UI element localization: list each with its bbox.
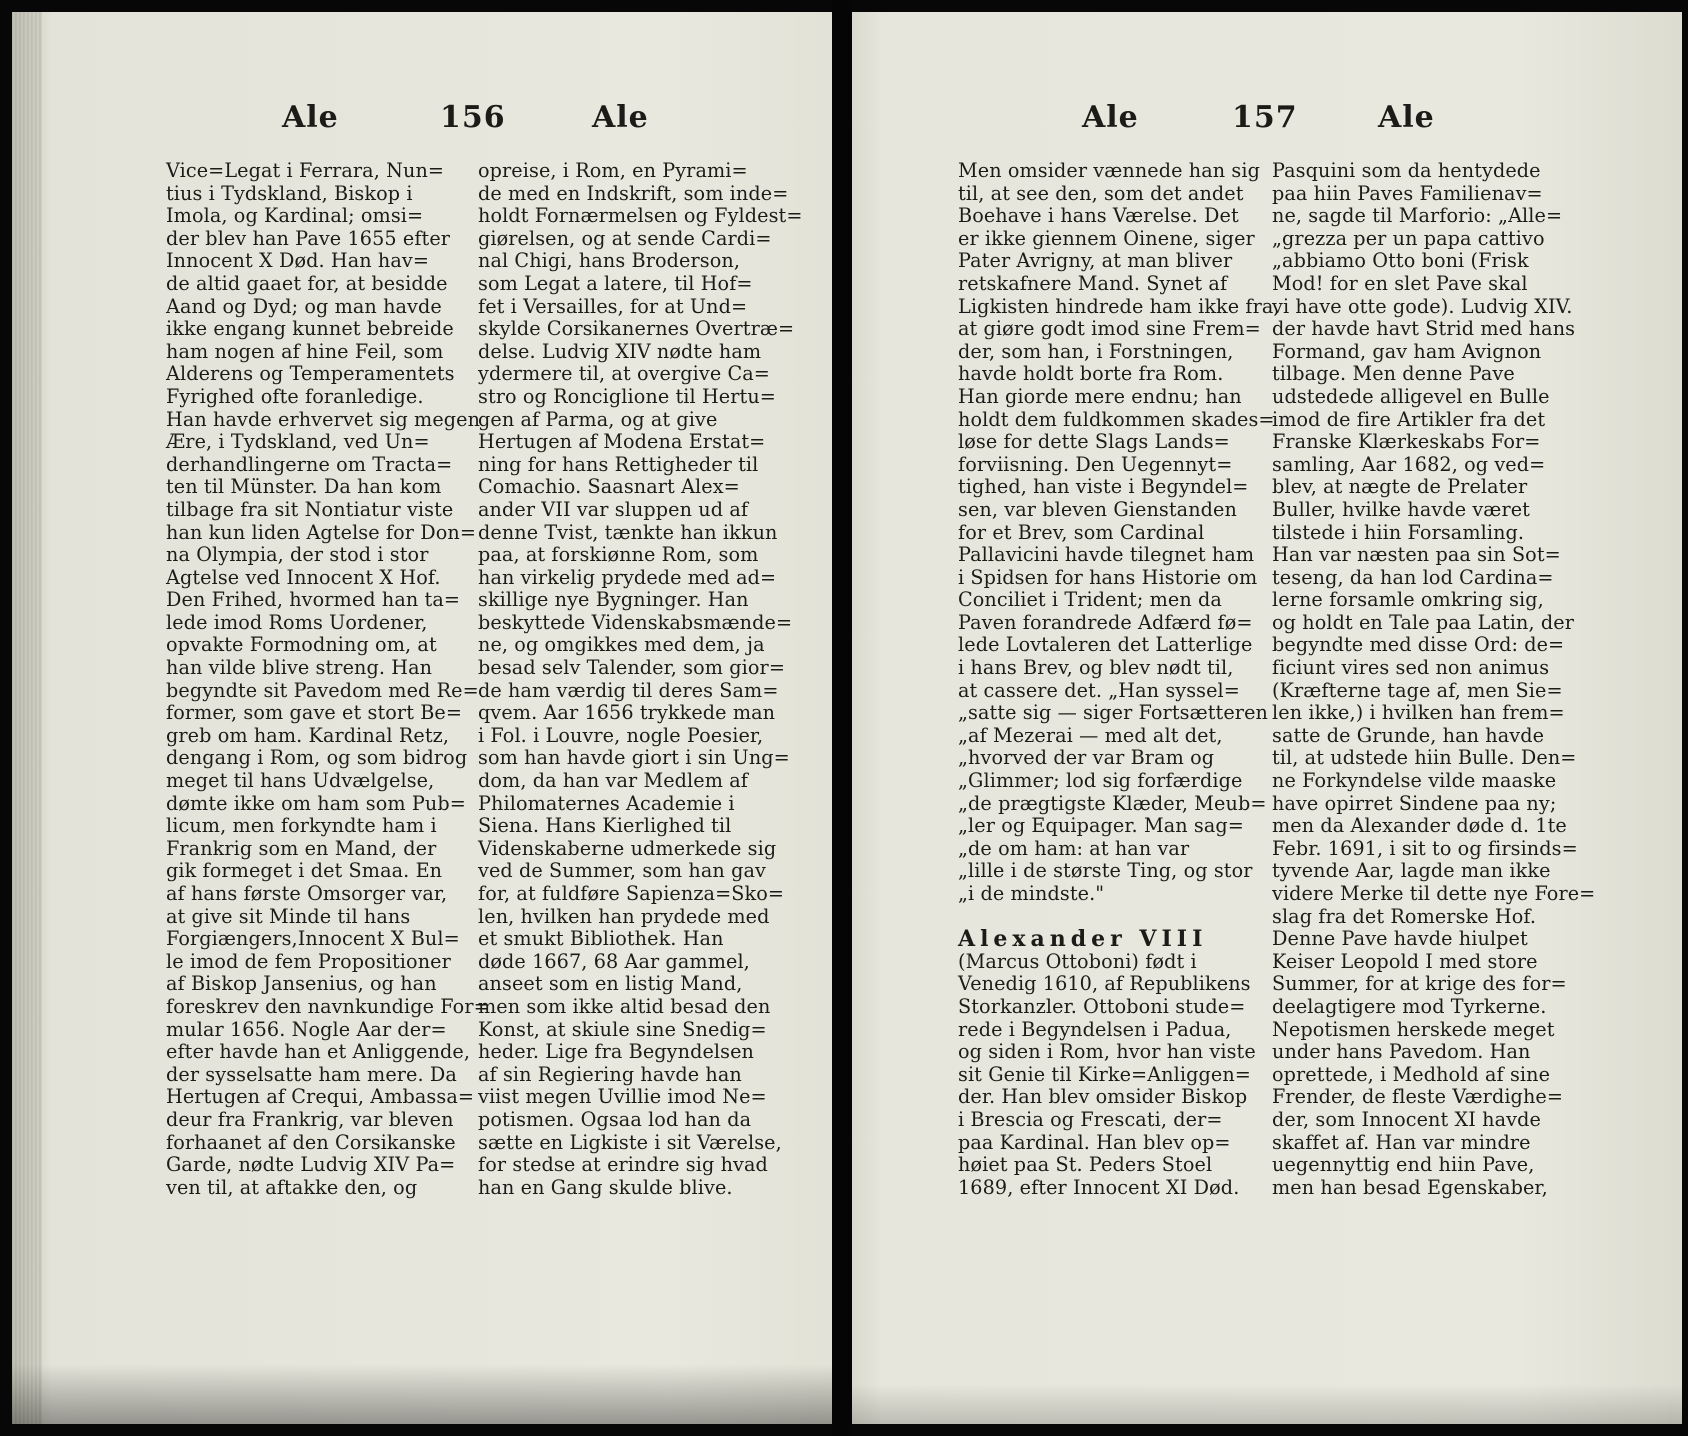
text-line: døde 1667, 68 Aar gammel,	[478, 949, 750, 973]
text-line: Frankrig som en Mand, der	[166, 836, 437, 860]
text-line: gen af Parma, og at give	[478, 407, 718, 431]
text-line: Boehave i hans Værelse. Det	[958, 204, 1239, 228]
text-line: Frender, de fleste Værdighe=	[1272, 1085, 1564, 1109]
text-line: Comachio. Saasnart Alex=	[478, 475, 740, 499]
text-line: som Legat a latere, til Hof=	[478, 271, 753, 295]
text-line: le imod de fem Propositioner	[166, 949, 451, 973]
text-line: at cassere det. „Han syssel=	[958, 678, 1240, 702]
text-line: Forgiængers,Innocent X Bul=	[166, 927, 460, 951]
text-line: deur fra Frankrig, var bleven	[166, 1107, 454, 1131]
text-line: de altid gaaet for, at besidde	[166, 271, 448, 295]
text-line: at giøre godt imod sine Frem=	[958, 317, 1261, 341]
text-line: anseet som en listig Mand,	[478, 972, 743, 996]
text-line: skillige nye Bygninger. Han	[478, 588, 749, 612]
text-line: Den Frihed, hvormed han ta=	[166, 588, 461, 612]
text-line: skylde Corsikanernes Overtræ=	[478, 317, 795, 341]
text-line: beskyttede Videnskabsmænde=	[478, 610, 793, 634]
text-line: videre Merke til dette nye Fore=	[1272, 882, 1596, 905]
text-line: ved de Summer, som han gav	[478, 859, 766, 883]
text-line: der blev han Pave 1655 efter	[166, 226, 451, 250]
text-line: greb om ham. Kardinal Retz,	[166, 723, 450, 747]
text-line: have opirret Sindene paa ny;	[1272, 791, 1557, 815]
text-line: Buller, hvilke havde været	[1272, 497, 1530, 521]
text-line: meget til hans Udvælgelse,	[166, 769, 435, 793]
left-header-word-right: Ale	[592, 100, 649, 135]
text-line: skaffet af. Han var mindre	[1272, 1130, 1531, 1154]
text-line: „lille i de største Ting, og stor	[958, 859, 1253, 883]
text-line: lerne forsamle omkring sig,	[1272, 588, 1544, 612]
text-line: der, som han, i Forstningen,	[958, 339, 1234, 363]
text-line: ham nogen af hine Feil, som	[166, 339, 444, 363]
text-line: derhandlingerne om Tracta=	[166, 452, 453, 476]
text-line: Febr. 1691, i sit to og firsinds=	[1272, 836, 1578, 860]
text-line: mular 1656. Nogle Aar der=	[166, 1017, 447, 1041]
text-line: af sin Regiering havde han	[478, 1062, 742, 1086]
text-line: Garde, nødte Ludvig XIV Pa=	[166, 1153, 456, 1177]
text-line: potismen. Ogsaa lod han da	[478, 1107, 752, 1131]
text-line: retskafnere Mand. Synet af	[958, 271, 1228, 295]
text-line: og siden i Rom, hvor han viste	[958, 1040, 1256, 1064]
right-header-word-right: Ale	[1378, 100, 1435, 135]
text-line: Hertugen af Modena Erstat=	[478, 430, 766, 454]
text-line: sætte en Ligkiste i sit Værelse,	[478, 1130, 782, 1154]
text-line: fet i Versailles, for at Und=	[478, 294, 748, 318]
text-line: Vice=Legat i Ferrara, Nun=	[166, 159, 445, 182]
text-line: lede imod Roms Uordener,	[166, 610, 428, 634]
text-line: Pater Avrigny, at man bliver	[958, 249, 1233, 273]
text-line: denne Tvist, tænkte han ikkun	[478, 520, 778, 544]
text-line: foreskrev den navnkundige For=	[166, 994, 490, 1018]
text-line: de ham værdig til deres Sam=	[478, 678, 779, 702]
text-line: „af Mezerai — med alt det,	[958, 723, 1223, 747]
text-line: der. Han blev omsider Biskop	[958, 1085, 1248, 1109]
text-line: dom, da han var Medlem af	[478, 769, 748, 793]
text-line: tilbage fra sit Nontiatur viste	[166, 497, 454, 521]
text-line: paa Kardinal. Han blev op=	[958, 1130, 1231, 1154]
text-line: besad selv Talender, som gior=	[478, 656, 785, 680]
book-gutter	[832, 0, 852, 1436]
text-line: „hvorved der var Bram og	[958, 746, 1215, 770]
right-page-number: 157	[1232, 100, 1298, 135]
text-line: Hertugen af Crequi, Ambassa=	[166, 1085, 475, 1109]
text-line: Keiser Leopold I med store	[1272, 949, 1538, 973]
text-line: begyndte med disse Ord: de=	[1272, 633, 1565, 657]
text-line: „ler og Equipager. Man sag=	[958, 814, 1244, 838]
text-line: ne, sagde til Marforio: „Alle=	[1272, 204, 1563, 228]
text-line: satte de Grunde, han havde	[1272, 723, 1545, 747]
text-line: efter havde han et Anliggende,	[166, 1040, 471, 1064]
text-line: Men omsider vænnede han sig	[958, 159, 1260, 182]
text-line: Mod! for en slet Pave skal	[1272, 271, 1528, 295]
text-line: Fyrighed ofte foranledige.	[166, 384, 424, 408]
text-line: Conciliet i Trident; men da	[958, 588, 1222, 612]
text-line: ning for hans Rettigheder til	[478, 452, 759, 476]
text-line: Innocent X Død. Han hav=	[166, 249, 430, 273]
text-line: begyndte sit Pavedom med Re=	[166, 678, 479, 702]
text-line: „abbiamo Otto boni (Frisk	[1272, 249, 1529, 273]
text-line: Summer, for at krige des for=	[1272, 972, 1567, 996]
text-line: slag fra det Romerske Hof.	[1272, 904, 1537, 928]
text-line: i Spidsen for hans Historie om	[958, 565, 1258, 589]
text-line: de med en Indskrift, som inde=	[478, 181, 789, 205]
text-line: Konst, at skiule sine Snedig=	[478, 1017, 767, 1041]
text-line: (Marcus Ottoboni) født i	[958, 949, 1197, 973]
entry-heading: Alexander VIII	[958, 926, 1208, 953]
text-line: Philomaternes Academie i	[478, 791, 735, 815]
text-line: i hans Brev, og blev nødt til,	[958, 656, 1234, 680]
text-line: ikke engang kunnet bebreide	[166, 317, 454, 341]
text-line: licum, men forkyndte ham i	[166, 814, 437, 838]
text-line: Paven forandrede Adfærd fø=	[958, 610, 1253, 634]
text-line: løse for dette Slags Lands=	[958, 430, 1230, 454]
text-line: former, som gave et stort Be=	[166, 701, 463, 725]
text-line: Franske Klærkeskabs For=	[1272, 430, 1541, 454]
text-line: sen, var bleven Gienstanden	[958, 497, 1237, 521]
text-line: gik formeget i det Smaa. En	[166, 859, 443, 883]
text-line: han kun liden Agtelse for Don=	[166, 520, 476, 544]
text-line	[958, 906, 1280, 929]
text-line: opvakte Formodning om, at	[166, 633, 437, 657]
text-line: forhaanet af den Corsikanske	[166, 1130, 456, 1154]
text-line: forviisning. Den Uegennyt=	[958, 452, 1233, 476]
text-line: han virkelig prydede med ad=	[478, 565, 777, 589]
text-line: viist megen Uvillie imod Ne=	[478, 1085, 767, 1109]
text-line: under hans Pavedom. Han	[1272, 1040, 1531, 1064]
text-line: og holdt en Tale paa Latin, der	[1272, 610, 1574, 634]
text-line: udstedede alligevel en Bulle	[1272, 384, 1550, 408]
text-line: Alderens og Temperamentets	[166, 362, 455, 386]
text-line: teseng, da han lod Cardina=	[1272, 565, 1554, 589]
text-line: han vilde blive streng. Han	[166, 656, 433, 680]
text-line: i Brescia og Frescati, der=	[958, 1107, 1223, 1131]
text-line: høiet paa St. Peders Stoel	[958, 1153, 1213, 1177]
text-line: qvem. Aar 1656 trykkede man	[478, 701, 776, 725]
text-line: holdt dem fuldkommen skades=	[958, 407, 1275, 431]
text-line: holdt Fornærmelsen og Fyldest=	[478, 204, 803, 228]
text-line: som han havde giort i sin Ung=	[478, 746, 790, 770]
text-line: der havde havt Strid med hans	[1272, 317, 1576, 341]
text-line: tighed, han viste i Begyndel=	[958, 475, 1249, 499]
text-line: len ikke,) i hvilken han frem=	[1272, 701, 1565, 725]
text-line: vi have otte gode). Ludvig XIV.	[1272, 294, 1573, 318]
text-line: nal Chigi, hans Broderson,	[478, 249, 741, 273]
text-line: sit Genie til Kirke=Anliggen=	[958, 1062, 1251, 1086]
text-line: stro og Ronciglione til Hertu=	[478, 384, 776, 408]
text-line: Storkanzler. Ottoboni stude=	[958, 994, 1246, 1018]
text-line: ne, og omgikkes med dem, ja	[478, 633, 765, 657]
text-line: uegennyttig end hiin Pave,	[1272, 1153, 1535, 1177]
text-line: 1689, efter Innocent XI Død.	[958, 1175, 1240, 1199]
left-page-edges	[12, 12, 42, 1424]
text-line: for, at fuldføre Sapienza=Sko=	[478, 882, 785, 905]
text-line: i Fol. i Louvre, nogle Poesier,	[478, 723, 764, 747]
left-page-bottom-shadow	[12, 1364, 832, 1424]
text-line: tilstede i hiin Forsamling.	[1272, 520, 1525, 544]
text-line: Formand, gav ham Avignon	[1272, 339, 1542, 363]
text-line: Han var næsten paa sin Sot=	[1272, 543, 1561, 567]
text-line: tyvende Aar, lagde man ikke	[1272, 859, 1551, 883]
text-line: for et Brev, som Cardinal	[958, 520, 1205, 544]
text-line: „i de mindste."	[958, 882, 1105, 905]
text-line: Imola, og Kardinal; omsi=	[166, 204, 424, 228]
text-line: for stedse at erindre sig hvad	[478, 1153, 768, 1177]
text-line: na Olympia, der stod i stor	[166, 543, 429, 567]
text-line: tius i Tydskland, Biskop i	[166, 181, 413, 205]
text-line: Ligkisten hindrede ham ikke fra,	[958, 294, 1280, 318]
text-line: Denne Pave havde hiulpet	[1272, 927, 1528, 951]
text-line: ven til, at aftakke den, og	[166, 1175, 418, 1199]
text-line: han en Gang skulde blive.	[478, 1175, 733, 1199]
text-line: deelagtigere mod Tyrkerne.	[1272, 994, 1547, 1018]
text-line: „de om ham: at han var	[958, 836, 1190, 860]
text-line: er ikke giennem Oinene, siger	[958, 226, 1255, 250]
text-line: lede Lovtaleren det Latterlige	[958, 633, 1253, 657]
text-line: paa hiin Paves Familienav=	[1272, 181, 1543, 205]
text-line: men han besad Egenskaber,	[1272, 1175, 1548, 1199]
text-line: der sysselsatte ham mere. Da	[166, 1062, 457, 1086]
text-line: giørelsen, og at sende Cardi=	[478, 226, 772, 250]
text-line: samling, Aar 1682, og ved=	[1272, 452, 1546, 476]
text-line: Pasquini som da hentydede	[1272, 159, 1541, 182]
text-line: ydermere til, at overgive Ca=	[478, 362, 770, 386]
text-line: Nepotismen herskede meget	[1272, 1017, 1555, 1041]
text-line: rede i Begyndelsen i Padua,	[958, 1017, 1232, 1041]
left-page-column-1	[166, 160, 490, 1199]
text-line: havde holdt borte fra Rom.	[958, 362, 1224, 386]
text-line: paa, at forskiønne Rom, som	[478, 543, 759, 567]
text-line: et smukt Bibliothek. Han	[478, 927, 724, 951]
text-line: oprettede, i Medhold af sine	[1272, 1062, 1551, 1086]
text-line: „satte sig — siger Fortsætteren	[958, 701, 1268, 725]
text-line: men da Alexander døde d. 1te	[1272, 814, 1567, 838]
text-line: dømte ikke om ham som Pub=	[166, 791, 466, 815]
text-line: blev, at nægte de Prelater	[1272, 475, 1528, 499]
text-line: Han giorde mere endnu; han	[958, 384, 1242, 408]
text-line: Siena. Hans Kierlighed til	[478, 814, 732, 838]
right-page-column-2	[1272, 160, 1595, 1199]
left-header-word-left: Ale	[282, 100, 339, 135]
text-line: at give sit Minde til hans	[166, 904, 411, 928]
text-line: heder. Lige fra Begyndelsen	[478, 1040, 755, 1064]
left-page-column-2	[478, 160, 803, 1199]
text-line: ne Forkyndelse vilde maaske	[1272, 769, 1557, 793]
text-line: Agtelse ved Innocent X Hof.	[166, 565, 441, 589]
text-line: til, at see den, som det andet	[958, 181, 1244, 205]
text-line: men som ikke altid besad den	[478, 994, 771, 1018]
text-line: Ære, i Tydskland, ved Un=	[166, 430, 430, 454]
text-line: „de prægtigste Klæder, Meub=	[958, 791, 1267, 815]
text-line: dengang i Rom, og som bidrog	[166, 746, 468, 770]
text-line: af hans første Omsorger var,	[166, 882, 448, 905]
text-line: der, som Innocent XI havde	[1272, 1107, 1541, 1131]
text-line: ander VII var sluppen ud af	[478, 497, 749, 521]
right-page-bottom-shadow	[852, 1384, 1682, 1424]
text-line: Venedig 1610, af Republikens	[958, 972, 1251, 996]
text-line: delse. Ludvig XIV nødte ham	[478, 339, 762, 363]
text-line: ten til Münster. Da han kom	[166, 475, 442, 499]
text-line: Han havde erhvervet sig megen	[166, 407, 481, 431]
left-page-number: 156	[440, 100, 506, 135]
text-line: tilbage. Men denne Pave	[1272, 362, 1515, 386]
right-header-word-left: Ale	[1082, 100, 1139, 135]
right-page-column-1	[958, 160, 1280, 1199]
text-line: til, at udstede hiin Bulle. Den=	[1272, 746, 1577, 770]
text-line: (Kræfterne tage af, men Sie=	[1272, 678, 1563, 702]
text-line: „Glimmer; lod sig forfærdige	[958, 769, 1243, 793]
text-line: Videnskaberne udmerkede sig	[478, 836, 777, 860]
text-line: ficiunt vires sed non animus	[1272, 656, 1550, 680]
text-line: Pallavicini havde tilegnet ham	[958, 543, 1255, 567]
text-line: „grezza per un papa cattivo	[1272, 226, 1545, 250]
text-line: opreise, i Rom, en Pyrami=	[478, 159, 748, 182]
text-line: af Biskop Jansenius, og han	[166, 972, 437, 996]
text-line: imod de fire Artikler fra det	[1272, 407, 1546, 431]
text-line: len, hvilken han prydede med	[478, 904, 770, 928]
text-line: Aand og Dyd; og man havde	[166, 294, 442, 318]
